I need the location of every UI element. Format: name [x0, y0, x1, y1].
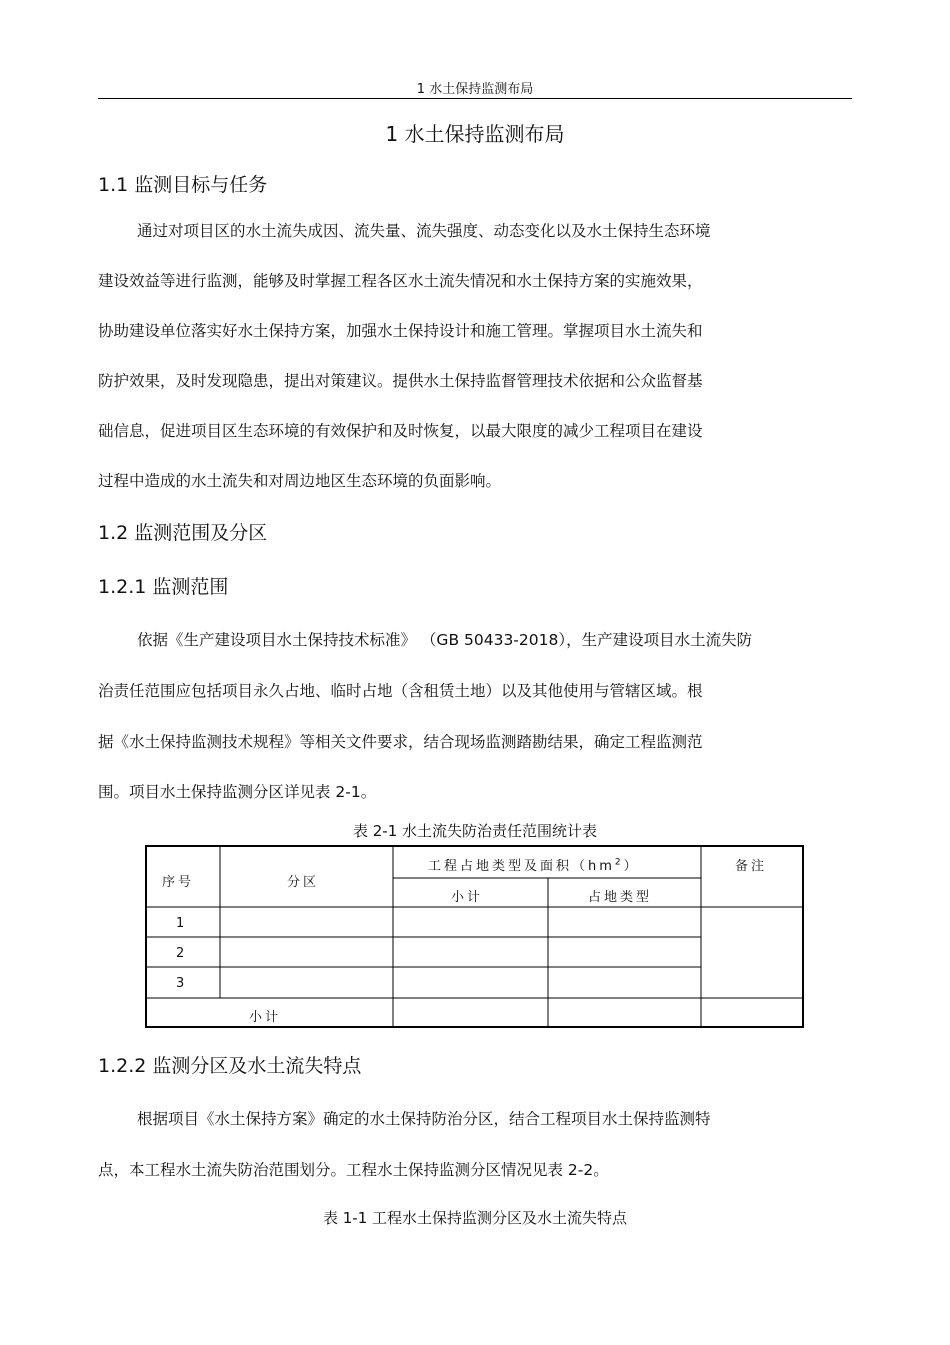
- paragraph-line: 根据项目《水土保持方案》确定的水土保持防治分区，结合工程项目水土保持监测特: [137, 1110, 711, 1128]
- table-2-1: [145, 845, 804, 1028]
- header-seq: 序号: [162, 875, 195, 890]
- page-title: 1 水土保持监测布局: [385, 122, 565, 146]
- section-1-2-2-heading: 1.2.2 监测分区及水土流失特点: [98, 1055, 362, 1077]
- paragraph-line: 据《水土保持监测技术规程》等相关文件要求，结合现场监测踏勘结果，确定工程监测范: [98, 733, 703, 751]
- table-2-1-caption: 表 2-1 水土流失防治责任范围统计表: [352, 822, 598, 840]
- section-1-2-1-heading: 1.2.1 监测范围: [98, 576, 229, 598]
- paragraph-line: 防护效果，及时发现隐患，提出对策建议。提供水土保持监督管理技术依据和公众监督基: [98, 372, 703, 390]
- paragraph-line: 础信息，促进项目区生态环境的有效保护和及时恢复，以最大限度的减少工程项目在建设: [98, 422, 703, 440]
- paragraph-line: 协助建设单位落实好水土保持方案，加强水土保持设计和施工管理。掌握项目水土流失和: [98, 322, 703, 340]
- row-number: 1: [176, 916, 185, 931]
- running-header: 1 水土保持监测布局: [416, 82, 534, 97]
- paragraph-line: 依据《生产建设项目水土保持技术标准》 （GB 50433-2018），生产建设项目水土流失防: [137, 631, 753, 649]
- header-note: 备注: [735, 859, 768, 874]
- row-number: 2: [176, 946, 185, 961]
- paragraph-line: 围。项目水土保持监测分区详见表 2-1。: [98, 783, 377, 801]
- section-1-2-heading: 1.2 监测范围及分区: [98, 522, 268, 544]
- paragraph-line: 治责任范围应包括项目永久占地、临时占地（含租赁土地）以及其他使用与管辖区域。根: [98, 682, 703, 700]
- paragraph-line: 通过对项目区的水土流失成因、流失量、流失强度、动态变化以及水土保持生态环境: [137, 222, 711, 240]
- header-subtotal: 小计: [451, 890, 484, 905]
- header-land-type: 占地类型: [588, 890, 653, 905]
- row-number: 3: [176, 976, 185, 991]
- header-zone: 分区: [287, 875, 320, 890]
- total-label: 小计: [249, 1010, 282, 1025]
- header-rule: [98, 98, 852, 99]
- header-area: 工程占地类型及面积$(hm^2)$: [428, 857, 640, 874]
- paragraph-line: 点，本工程水土流失防治范围划分。工程水土保持监测分区情况见表 2-2。: [98, 1161, 609, 1179]
- paragraph-line: 过程中造成的水土流失和对周边地区生态环境的负面影响。: [98, 472, 502, 490]
- table-1-1-caption: 表 1-1 工程水土保持监测分区及水土流失特点: [322, 1209, 628, 1227]
- section-1-1-heading: 1.1 监测目标与任务: [98, 174, 268, 196]
- paragraph-line: 建设效益等进行监测，能够及时掌握工程各区水土流失情况和水土保持方案的实施效果，: [98, 272, 703, 290]
